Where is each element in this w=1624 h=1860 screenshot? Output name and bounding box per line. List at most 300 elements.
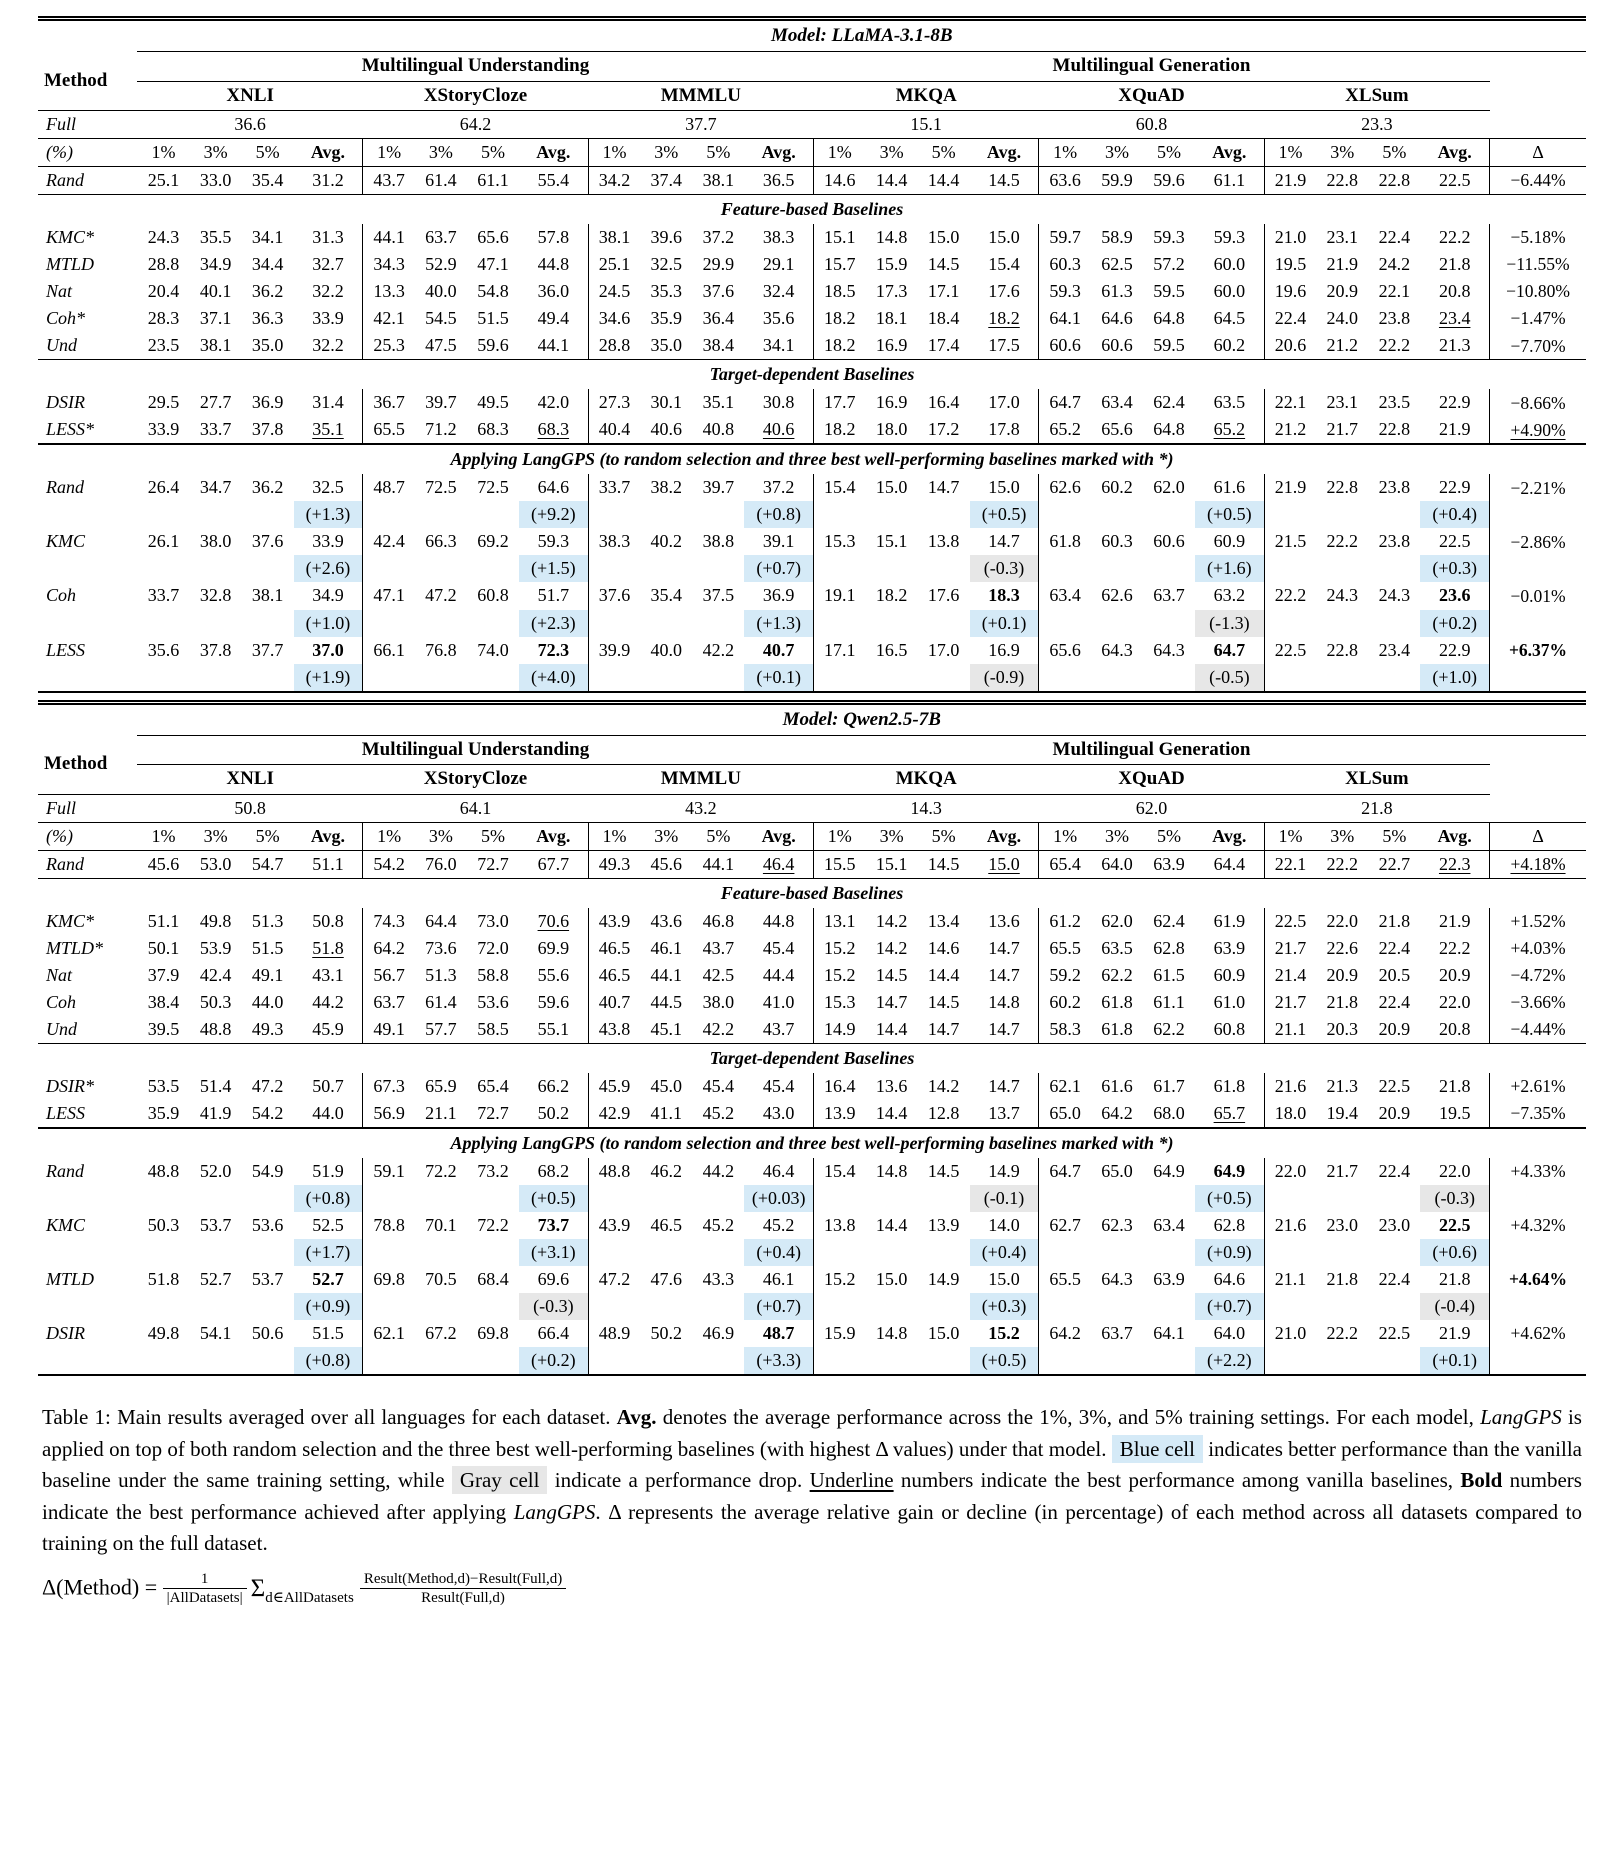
value-cell: 47.2 [598,1269,631,1290]
value-cell: 32.8 [199,585,232,606]
value-cell: 50.2 [650,1323,682,1344]
avg-value: 22.0 [1438,1160,1471,1181]
full-row [38,110,1586,138]
value-cell: 39.7 [702,477,735,498]
delta-cell [1490,305,1586,332]
avg-cell [519,528,588,555]
avg-cell [1420,1016,1489,1044]
avg-value: 39.1 [762,531,795,552]
gain-delta-spacer [1490,1347,1586,1375]
value-cell: 21.1 [415,1100,467,1128]
caption-segment: indicates better performance than the vanilla baseline under the same training setting, while [42,1436,1582,1493]
pct-col-header: 3% [866,138,918,166]
avg-cell [294,278,363,305]
gain-spacer [363,501,519,528]
value-cell: 65.5 [363,416,415,444]
avg-cell [519,908,588,935]
value-cell: 62.1 [373,1323,405,1344]
value-cell: 35.4 [650,585,682,606]
value-cell: 59.6 [1143,167,1195,195]
value-cell: 14.6 [927,937,960,958]
value-cell: 52.0 [199,1160,232,1181]
avg-value: 29.1 [762,254,795,275]
value-cell: 25.1 [598,254,631,275]
value-cell: 33.9 [137,416,189,444]
caption-segment: Avg. [616,1405,657,1430]
value-cell: 70.5 [425,1269,457,1290]
avg-value: 55.6 [537,964,570,985]
avg-value: 21.9 [1438,1323,1471,1344]
value-cell: 17.3 [875,281,908,302]
avg-cell [1195,528,1264,555]
avg-value: 19.5 [1438,1102,1471,1123]
gain-spacer [814,555,970,582]
value-cell: 64.7 [1049,1160,1081,1181]
avg-value: 17.8 [988,419,1020,440]
value-cell: 14.2 [875,937,908,958]
value-cell: 45.6 [640,850,692,878]
avg-cell [744,1016,813,1044]
value-cell: 38.4 [692,332,744,360]
caption-segment: denotes the average performance across the 1%, 3%, and 5% training settings. For each model, [656,1405,1481,1430]
value-cell: 21.8 [1326,1269,1359,1290]
avg-cell [1195,1158,1264,1185]
gain-spacer [1264,1185,1420,1212]
full-value: 64.1 [363,794,588,822]
avg-cell [970,1266,1039,1293]
value-cell: 29.5 [147,392,180,413]
gain-cell: (+0.8) [294,1185,363,1212]
value-cell: 21.0 [1274,1323,1307,1344]
gain-spacer [363,610,519,637]
value-cell: 70.1 [425,1215,457,1235]
value-cell: 23.8 [1378,308,1411,329]
pct-col-header: 1% [814,138,866,166]
avg-cell [970,989,1039,1016]
avg-cell [744,416,813,444]
avg-value: 15.0 [988,853,1020,874]
avg-cell [1195,989,1264,1016]
value-cell: 22.0 [1326,910,1359,931]
gain-spacer [1039,610,1195,637]
value-cell: 23.4 [1378,639,1411,660]
delta-header-spacer [1490,52,1586,111]
value-cell: 37.2 [702,227,735,248]
value-cell: 49.1 [251,964,284,985]
value-cell: 18.2 [814,332,866,360]
value-cell: 57.7 [415,1016,467,1044]
avg-cell [970,528,1039,555]
value-cell: 48.9 [598,1323,631,1344]
value-cell: 24.3 [1378,585,1411,606]
group-header-understanding: Multilingual Understanding [137,735,813,764]
value-cell: 22.4 [1378,1269,1411,1290]
avg-cell [744,1320,813,1347]
value-cell: 56.9 [363,1100,415,1128]
avg-cell [294,1073,363,1100]
spacer-cell [38,19,137,52]
avg-cell [294,582,363,609]
delta-value: +4.64% [1508,1269,1568,1290]
gain-cell: (+0.03) [744,1185,813,1212]
avg-value: 14.8 [988,991,1020,1012]
value-cell: 44.1 [650,964,682,985]
avg-cell [519,637,588,664]
value-cell: 54.8 [477,281,509,302]
value-cell: 43.6 [650,910,682,931]
value-cell: 22.5 [1274,639,1307,660]
avg-cell [1195,935,1264,962]
value-cell: 46.9 [702,1323,735,1344]
method-cell: DSIR [46,1323,85,1344]
avg-value: 22.9 [1438,392,1471,413]
value-cell: 17.6 [927,585,960,606]
value-cell: 15.9 [824,1323,856,1344]
value-cell: 49.8 [147,1323,180,1344]
delta-cell [1490,416,1586,444]
value-cell: 52.7 [199,1269,232,1290]
value-cell: 64.3 [1153,639,1185,660]
value-cell: 44.1 [373,227,405,248]
value-cell: 12.8 [918,1100,970,1128]
gain-spacer [1039,1239,1195,1266]
avg-cell [744,1158,813,1185]
value-cell: 20.4 [147,281,180,302]
avg-value: 32.7 [312,254,344,275]
avg-value: 43.7 [762,1018,795,1039]
full-delta-spacer [1490,110,1586,138]
avg-value: 17.0 [988,392,1020,413]
value-cell: 35.1 [702,392,735,413]
pct-col-header: 3% [866,822,918,850]
gain-spacer [814,1185,970,1212]
value-cell: 63.5 [1101,937,1133,958]
avg-value: 69.6 [537,1269,570,1290]
delta-value: −3.66% [1510,992,1566,1013]
gain-cell: (-0.3) [970,555,1039,582]
avg-cell [294,1158,363,1185]
value-cell: 63.7 [425,227,457,248]
delta-value: +6.37% [1508,639,1568,660]
value-cell: 22.8 [1368,167,1420,195]
value-cell: 64.2 [1091,1100,1143,1128]
delta-cell [1490,1016,1586,1044]
value-cell: 13.8 [824,1215,856,1235]
gain-cell: (+0.1) [970,610,1039,637]
value-cell: 46.5 [650,1215,682,1235]
value-cell: 15.2 [824,937,856,958]
avg-value: 49.4 [537,308,570,329]
avg-value: 20.9 [1438,964,1471,985]
value-cell: 61.3 [1101,281,1133,302]
value-cell: 62.5 [1101,254,1133,275]
value-cell: 18.0 [1264,1100,1316,1128]
value-cell: 42.5 [702,964,735,985]
value-cell: 37.7 [251,639,284,660]
data-row [38,582,1586,609]
value-cell: 21.6 [1274,1075,1307,1096]
value-cell: 17.1 [927,281,960,302]
value-cell: 34.9 [199,254,232,275]
avg-value: 14.7 [988,964,1020,985]
method-cell: Coh* [46,308,86,329]
value-cell: 38.8 [702,531,735,552]
section-label-row [38,878,1586,908]
pct-col-header: 5% [692,138,744,166]
value-cell: 21.2 [1316,332,1368,360]
value-cell: 14.4 [866,1016,918,1044]
value-cell: 19.4 [1316,1100,1368,1128]
value-cell: 14.5 [927,254,960,275]
gain-cell: (+1.6) [1195,555,1264,582]
gain-row [38,1347,1586,1375]
pct-col-header: 1% [137,822,189,850]
gain-cell: (+1.0) [1420,664,1489,692]
pct-col-header: 3% [1316,822,1368,850]
value-cell: 65.6 [477,227,509,248]
avg-value: 50.7 [312,1075,344,1096]
value-cell: 37.4 [640,167,692,195]
gain-row [38,1293,1586,1320]
caption-segment: Table 1: Main results averaged over all languages for each dataset. [42,1405,617,1430]
avg-value: 50.2 [537,1102,570,1123]
full-value: 62.0 [1039,794,1264,822]
value-cell: 17.2 [918,416,970,444]
avg-value: 64.9 [1213,1160,1246,1181]
gain-cell: (+0.5) [970,1347,1039,1375]
value-cell: 23.8 [1378,531,1411,552]
avg-value: 21.9 [1438,419,1471,440]
value-cell: 40.8 [692,416,744,444]
avg-cell [1420,962,1489,989]
delta-formula [42,1570,1582,1609]
avg-value: 22.9 [1438,639,1471,660]
value-cell: 37.6 [702,281,735,302]
delta-value: −2.86% [1510,531,1566,552]
avg-cell [970,224,1039,251]
avg-cell [1195,167,1264,195]
value-cell: 47.6 [650,1269,682,1290]
value-cell: 22.1 [1264,850,1316,878]
value-cell: 68.4 [477,1269,509,1290]
avg-cell [519,224,588,251]
gain-method-spacer [38,610,137,637]
avg-cell [519,1158,588,1185]
avg-value: 44.2 [312,991,344,1012]
avg-value: 38.3 [762,227,795,248]
pct-label: (%) [38,822,137,850]
value-cell: 62.4 [1153,910,1185,931]
value-cell: 18.1 [875,308,908,329]
value-cell: 21.9 [1264,167,1316,195]
delta-cell [1490,1266,1586,1293]
value-cell: 58.5 [467,1016,519,1044]
value-cell: 14.5 [927,991,960,1012]
value-cell: 49.8 [199,910,232,931]
delta-cell [1490,935,1586,962]
delta-cell [1490,1320,1586,1347]
value-cell: 38.0 [702,991,735,1012]
value-cell: 23.8 [1378,477,1411,498]
value-cell: 22.8 [1316,167,1368,195]
avg-value: 42.0 [537,392,570,413]
avg-cell [294,224,363,251]
avg-cell [519,582,588,609]
gain-spacer [137,664,293,692]
value-cell: 21.7 [1326,1160,1359,1181]
value-cell: 25.1 [137,167,189,195]
gain-spacer [588,1347,744,1375]
method-cell: Rand [38,850,137,878]
method-header: Method [38,52,137,111]
value-cell: 15.9 [875,254,908,275]
value-cell: 18.4 [927,308,960,329]
gain-cell: (+0.9) [1195,1239,1264,1266]
avg-cell [970,1212,1039,1239]
data-row [38,1158,1586,1185]
avg-cell [1195,962,1264,989]
section-label: Applying LangGPS (to random selection and three best well-performing baselines marked with *) [450,1132,1174,1153]
value-cell: 62.6 [1049,477,1081,498]
avg-cell [970,167,1039,195]
value-cell: 19.1 [824,585,856,606]
full-row [38,794,1586,822]
value-cell: 42.9 [588,1100,640,1128]
avg-cell [519,167,588,195]
avg-cell [294,1016,363,1044]
gain-method-spacer [38,1347,137,1375]
gain-spacer [588,1239,744,1266]
value-cell: 68.0 [1143,1100,1195,1128]
delta-value: +4.18% [1510,853,1566,874]
value-cell: 41.1 [640,1100,692,1128]
value-cell: 60.2 [1049,991,1081,1012]
group-header-generation: Multilingual Generation [814,735,1490,764]
avg-cell [519,474,588,501]
pct-col-header: 3% [1091,822,1143,850]
value-cell: 56.7 [373,964,405,985]
section-label: Feature-based Baselines [720,882,904,903]
avg-cell [1420,582,1489,609]
value-cell: 64.2 [373,937,405,958]
avg-cell [970,962,1039,989]
gain-row [38,501,1586,528]
avg-cell [970,305,1039,332]
value-cell: 22.7 [1368,850,1420,878]
gain-spacer [1039,1293,1195,1320]
pct-col-header: 3% [640,822,692,850]
gain-spacer [363,1185,519,1212]
value-cell: 36.2 [251,281,284,302]
value-cell: 18.5 [824,281,856,302]
value-cell: 14.7 [918,1016,970,1044]
gain-spacer [137,1239,293,1266]
avg-value: 22.2 [1438,937,1471,958]
pct-col-header: 3% [1316,138,1368,166]
sum-subscript: d∈AllDatasets [265,1589,354,1606]
avg-value: 51.8 [312,937,344,958]
value-cell: 60.3 [1101,531,1133,552]
avg-value: 15.0 [988,477,1020,498]
delta-cell [1490,637,1586,664]
gain-spacer [1264,1239,1420,1266]
tables-container [38,16,1586,1376]
avg-cell [970,251,1039,278]
pct-col-header: 5% [918,138,970,166]
value-cell: 60.2 [1101,477,1133,498]
value-cell: 23.5 [1378,392,1411,413]
value-cell: 13.3 [373,281,405,302]
value-cell: 35.0 [640,332,692,360]
value-cell: 22.5 [1274,910,1307,931]
value-cell: 36.4 [702,308,735,329]
value-cell: 64.8 [1153,308,1185,329]
value-cell: 13.4 [927,910,960,931]
avg-cell [519,251,588,278]
method-cell: Rand [46,1160,84,1181]
method-cell: Nat [46,281,73,302]
value-cell: 59.5 [1143,332,1195,360]
value-cell: 74.3 [373,910,405,931]
method-cell: LESS [38,1100,137,1128]
value-cell: 46.1 [650,937,682,958]
value-cell: 21.9 [1326,254,1359,275]
avg-value: 21.9 [1438,910,1471,931]
value-cell: 63.4 [1153,1215,1185,1235]
avg-value: 40.7 [762,639,795,660]
avg-value: 14.7 [988,531,1020,552]
pct-col-header: 1% [814,822,866,850]
group-header-row [38,52,1586,81]
value-cell: 47.1 [373,585,405,606]
avg-cell [970,474,1039,501]
data-row [38,989,1586,1016]
value-cell: 59.3 [1153,227,1185,248]
delta-value: −5.18% [1510,227,1566,248]
value-cell: 52.9 [425,254,457,275]
value-cell: 15.0 [875,1269,908,1290]
value-cell: 65.5 [1049,937,1081,958]
value-cell: 45.1 [640,1016,692,1044]
delta-cell [1490,278,1586,305]
value-cell: 38.1 [251,585,284,606]
gain-cell: (-0.1) [970,1185,1039,1212]
avg-value: 15.0 [988,227,1020,248]
value-cell: 40.1 [199,281,232,302]
value-cell: 16.4 [927,392,960,413]
value-cell: 38.4 [147,991,180,1012]
dataset-header-mkqa: MKQA [814,81,1039,110]
gain-cell: (+0.6) [1420,1239,1489,1266]
avg-cell [1195,1100,1264,1128]
gain-cell: (+1.3) [744,610,813,637]
value-cell: 50.1 [147,937,180,958]
avg-value: 44.8 [762,910,795,931]
value-cell: 22.2 [1326,1323,1359,1344]
avg-cell [1195,1073,1264,1100]
avg-cell [294,637,363,664]
value-cell: 42.2 [692,1016,744,1044]
pct-col-header: 3% [415,822,467,850]
method-cell: Nat [46,964,73,985]
value-cell: 30.1 [650,392,682,413]
gain-cell: (+0.9) [294,1293,363,1320]
dataset-header-xstorycloze: XStoryCloze [363,81,588,110]
avg-value: 23.6 [1438,585,1471,606]
gain-delta-spacer [1490,501,1586,528]
value-cell: 53.0 [190,850,242,878]
method-cell: MTLD [46,254,95,275]
